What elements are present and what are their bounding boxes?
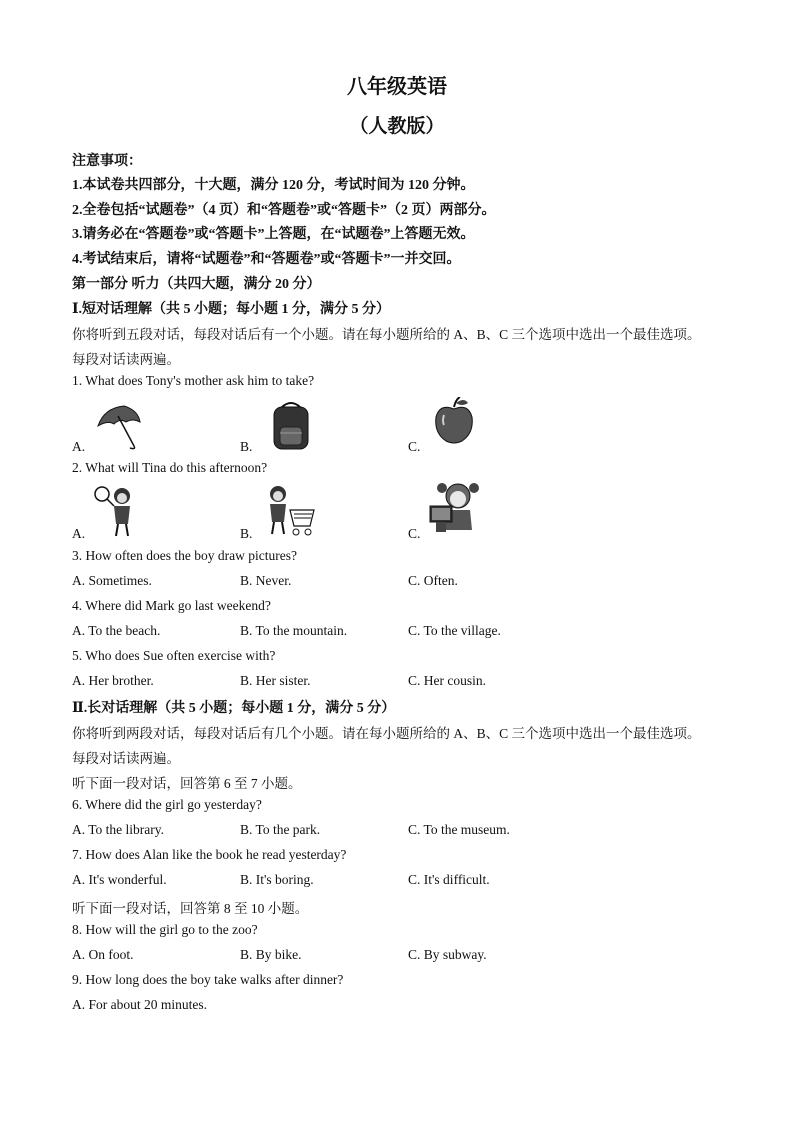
q4-option-c[interactable]: C. To the village. (408, 623, 501, 638)
q7-option-c[interactable]: C. It's difficult. (408, 872, 490, 887)
question-4: 4. Where did Mark go last weekend? (72, 598, 271, 613)
q1-option-c[interactable]: C. (408, 439, 421, 454)
question-6: 6. Where did the girl go yesterday? (72, 797, 262, 812)
exam-edition: （人教版） (349, 116, 445, 137)
question-5: 5. Who does Sue often exercise with? (72, 648, 276, 663)
girl-computer-icon (428, 478, 488, 538)
umbrella-icon (94, 404, 142, 450)
q4-option-b[interactable]: B. To the mountain. (240, 623, 348, 638)
section2-title: Ⅱ.长对话理解（共 5 小题；每小题 1 分，满分 5 分） (72, 701, 396, 716)
question-7: 7. How does Alan like the book he read yesterday? (72, 847, 347, 862)
q5-option-b[interactable]: B. Her sister. (240, 673, 311, 688)
section1-instruction-2: 每段对话读两遍。 (72, 352, 180, 367)
question-2: 2. What will Tina do this afternoon? (72, 460, 268, 475)
question-9: 9. How long does the boy take walks after dinner? (72, 972, 344, 987)
part1-title: 第一部分 听力（共四大题，满分 20 分） (72, 277, 321, 292)
apple-icon (432, 397, 476, 445)
exam-title: 八年级英语 (347, 76, 447, 98)
note-item-3: 3.请务必在“答题卷”或“答题卡”上答题，在“试题卷”上答题无效。 (72, 227, 475, 242)
section2-instruction: 你将听到两段对话，每段对话后有几个小题。请在每小题所给的 A、B、C 三个选项中选出一个最佳选项。 (72, 726, 701, 741)
girl-tennis-icon (92, 484, 140, 538)
q4-option-a[interactable]: A. To the beach. (72, 623, 161, 638)
notes-heading: 注意事项： (72, 154, 142, 169)
q3-option-b[interactable]: B. Never. (240, 573, 292, 588)
section2-instruction-2: 每段对话读两遍。 (72, 751, 180, 766)
girl-shopping-icon (264, 484, 318, 538)
q2-option-b[interactable]: B. (240, 526, 253, 541)
note-item-4: 4.考试结束后，请将“试题卷”和“答题卷”或“答题卡”一并交回。 (72, 252, 461, 267)
q5-option-c[interactable]: C. Her cousin. (408, 673, 486, 688)
q6-option-a[interactable]: A. To the library. (72, 822, 165, 837)
q1-option-a[interactable]: A. (72, 439, 86, 454)
q8-option-b[interactable]: B. By bike. (240, 947, 302, 962)
q3-option-a[interactable]: A. Sometimes. (72, 573, 152, 588)
q2-option-a[interactable]: A. (72, 526, 86, 541)
dialog2-intro: 听下面一段对话，回答第 8 至 10 小题。 (72, 901, 309, 916)
q5-option-a[interactable]: A. Her brother. (72, 673, 154, 688)
question-1: 1. What does Tony's mother ask him to take? (72, 373, 315, 388)
q8-option-c[interactable]: C. By subway. (408, 947, 487, 962)
q8-option-a[interactable]: A. On foot. (72, 947, 134, 962)
dialog1-intro: 听下面一段对话，回答第 6 至 7 小题。 (72, 776, 302, 791)
q6-option-c[interactable]: C. To the museum. (408, 822, 510, 837)
q9-option-a[interactable]: A. For about 20 minutes. (72, 997, 207, 1012)
q1-option-b[interactable]: B. (240, 439, 253, 454)
q3-option-c[interactable]: C. Often. (408, 573, 458, 588)
note-item-1: 1.本试卷共四部分，十大题，满分 120 分，考试时间为 120 分钟。 (72, 178, 475, 193)
question-8: 8. How will the girl go to the zoo? (72, 922, 258, 937)
section1-instruction: 你将听到五段对话，每段对话后有一个小题。请在每小题所给的 A、B、C 三个选项中选出一个最佳选项。 (72, 327, 701, 342)
question-3: 3. How often does the boy draw pictures? (72, 548, 297, 563)
note-item-2: 2.全卷包括“试题卷”（4 页）和“答题卷”或“答题卡”（2 页）两部分。 (72, 203, 496, 218)
q7-option-b[interactable]: B. It's boring. (240, 872, 314, 887)
q7-option-a[interactable]: A. It's wonderful. (72, 872, 167, 887)
section1-title: Ⅰ.短对话理解（共 5 小题；每小题 1 分，满分 5 分） (72, 302, 391, 317)
q2-option-c[interactable]: C. (408, 526, 421, 541)
backpack-icon (268, 399, 314, 451)
q6-option-b[interactable]: B. To the park. (240, 822, 321, 837)
